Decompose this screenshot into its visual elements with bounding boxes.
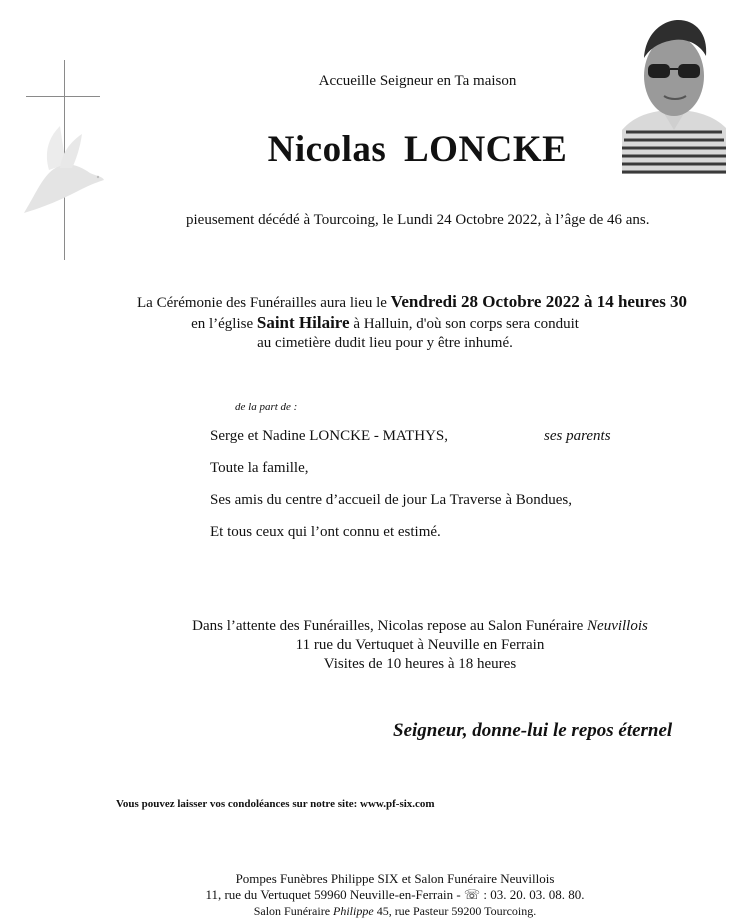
death-notice: pieusement décédé à Tourcoing, le Lundi 24 Octobre 2022, à l’âge de 46 ans. xyxy=(186,212,650,228)
family-parents-role: ses parents xyxy=(544,428,611,444)
repose-line-3: Visites de 10 heures à 18 heures xyxy=(323,656,517,672)
family-intro: de la part de : xyxy=(235,401,298,413)
salon-name: Neuvillois xyxy=(587,618,648,634)
cross-horizontal-bar xyxy=(26,96,100,97)
closing-prayer: Seigneur, donne-lui le repos éternel xyxy=(393,720,673,741)
ceremony-date: Vendredi 28 Octobre 2022 à 14 heures 30 xyxy=(390,292,688,311)
family-line-4: Et tous ceux qui l’ont connu et estimé. xyxy=(210,524,441,540)
condolences-website: Vous pouvez laisser vos condoléances sur notre site: www.pf-six.com xyxy=(116,798,435,810)
ceremony-line-1: La Cérémonie des Funérailles aura lieu le Vendredi 28 Octobre 2022 à 14 heures 30 xyxy=(137,292,688,311)
repose-line-2: 11 rue du Vertuquet à Neuville en Ferrain xyxy=(295,637,545,653)
family-line-2: Toute la famille, xyxy=(210,460,309,476)
footer-line-3: Salon Funéraire Philippe 45, rue Pasteur 59200 Tourcoing. xyxy=(253,904,537,918)
footer-line-2: 11, rue du Vertuquet 59960 Neuville-en-Ferrain - ☏ : 03. 20. 03. 08. 80. xyxy=(205,887,585,902)
family-parents: Serge et Nadine LONCKE - MATHYS, xyxy=(210,428,449,444)
funeral-home-footer xyxy=(0,871,750,919)
repose-line-1: Dans l’attente des Funérailles, Nicolas repose au Salon Funéraire Neuvillois xyxy=(192,618,648,634)
footer-line-1: Pompes Funèbres Philippe SIX et Salon Funéraire Neuvillois xyxy=(235,871,555,886)
family-line-3: Ses amis du centre d’accueil de jour La Traverse à Bondues, xyxy=(210,492,572,508)
repose-block xyxy=(0,617,750,674)
church-name: Saint Hilaire xyxy=(256,313,350,332)
invocation-text: Accueille Seigneur en Ta maison xyxy=(318,73,517,89)
ceremony-block xyxy=(130,292,720,353)
deceased-name: Nicolas LONCKE xyxy=(267,129,568,170)
ceremony-line-2: en l’église Saint Hilaire à Halluin, d'où son corps sera conduit xyxy=(191,313,579,332)
ceremony-line-3: au cimetière dudit lieu pour y être inhumé. xyxy=(257,335,513,351)
